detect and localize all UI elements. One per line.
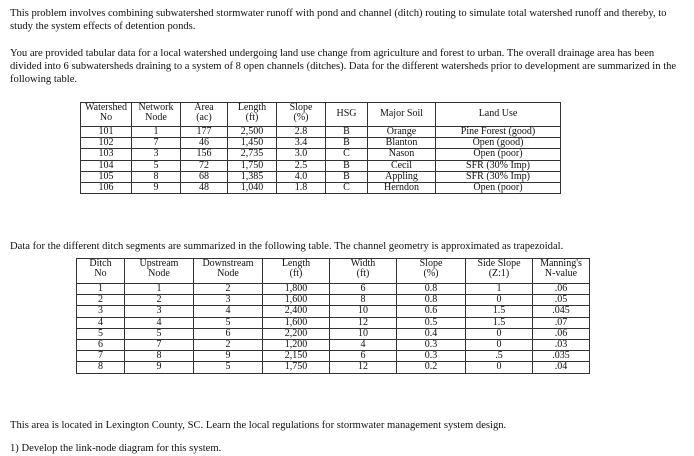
cell: 0 [466, 340, 533, 351]
table-row [81, 127, 561, 138]
table-row [77, 295, 590, 306]
cell: 6 [194, 328, 263, 339]
col-upstream-node [125, 259, 194, 284]
header-text: Width [350, 258, 376, 269]
cell: 1 [466, 284, 533, 295]
col-land-use [436, 103, 561, 127]
header-text: Watershed [85, 102, 127, 113]
cell: C [326, 149, 368, 160]
header-text: Ditch [89, 258, 112, 269]
cell: 2,400 [263, 306, 330, 317]
intro-paragraph-1: This problem involves combining subwatershed stormwater runoff with pond and channel (ditch) routing to simulate total watershed runoff and thereby, to study the system effects of detention ponds. [10, 8, 667, 32]
cell: 8 [125, 351, 194, 362]
cell: 2,200 [263, 328, 330, 339]
table-row [77, 306, 590, 317]
cell: Open (poor) [436, 183, 561, 194]
header-text: Manning's [540, 258, 582, 269]
cell: .07 [533, 317, 590, 328]
cell: Blanton [368, 138, 436, 149]
cell: 6 [330, 284, 397, 295]
cell: Nason [368, 149, 436, 160]
table-row [81, 149, 561, 160]
header-unit: No [94, 268, 107, 280]
col-side-slope [466, 259, 533, 284]
ditch-intro-paragraph: Data for the different ditch segments are summarized in the following table. The channel geometry is approximated as trapezoidal. [10, 241, 564, 252]
cell: 0.8 [397, 295, 466, 306]
cell: 68 [181, 171, 228, 182]
header-text: Network [138, 102, 174, 113]
cell: 156 [181, 149, 228, 160]
header-text: Downstream [202, 258, 254, 269]
col-width [330, 259, 397, 284]
table-row [77, 351, 590, 362]
cell: 3.0 [277, 149, 326, 160]
col-slope [277, 103, 326, 127]
cell: 106 [81, 183, 132, 194]
cell: 1,800 [263, 284, 330, 295]
table-row [77, 284, 590, 295]
cell: B [326, 171, 368, 182]
cell: .06 [533, 284, 590, 295]
cell: 9 [194, 351, 263, 362]
cell: 2.8 [277, 127, 326, 138]
header-unit: (ft) [356, 268, 370, 280]
cell: 105 [81, 171, 132, 182]
header-text: HSG [336, 108, 357, 120]
cell: 177 [181, 127, 228, 138]
cell: 5 [194, 362, 263, 373]
table-row [77, 340, 590, 351]
cell: 1 [132, 127, 181, 138]
table-row [81, 183, 561, 194]
header-unit: (%) [293, 112, 309, 124]
col-major-soil [368, 103, 436, 127]
cell: 5 [125, 328, 194, 339]
cell: .04 [533, 362, 590, 373]
cell: 4 [125, 317, 194, 328]
cell: 0.6 [397, 306, 466, 317]
header-unit: No [99, 112, 113, 124]
cell: 0.2 [397, 362, 466, 373]
cell: 8 [132, 171, 181, 182]
col-ditch-no [77, 259, 125, 284]
table-row [81, 160, 561, 171]
cell: 0.3 [397, 351, 466, 362]
cell: 10 [330, 328, 397, 339]
cell: Open (good) [436, 138, 561, 149]
header-unit: Node [217, 268, 239, 280]
header-text: Area [194, 102, 214, 113]
table-row [77, 317, 590, 328]
cell: 2,500 [228, 127, 277, 138]
cell: 2 [194, 340, 263, 351]
cell: 4 [77, 317, 125, 328]
header-unit: N-value [544, 268, 578, 280]
header-text: Side Slope [477, 258, 521, 269]
cell: Herndon [368, 183, 436, 194]
cell: 0 [466, 328, 533, 339]
cell: C [326, 183, 368, 194]
cell: 3 [194, 295, 263, 306]
cell: 1,450 [228, 138, 277, 149]
header-unit: (ac) [196, 112, 212, 124]
cell: 1,600 [263, 317, 330, 328]
header-text: Slope [419, 258, 443, 269]
cell: 0.4 [397, 328, 466, 339]
cell: 12 [330, 362, 397, 373]
cell: Open (poor) [436, 149, 561, 160]
question-1: 1) Develop the link-node diagram for this system. [10, 443, 222, 454]
header-text: Major Soil [379, 108, 424, 120]
col-slope [397, 259, 466, 284]
cell: 0 [466, 362, 533, 373]
cell: 10 [330, 306, 397, 317]
header-unit: Node [148, 268, 170, 280]
cell: 8 [77, 362, 125, 373]
header-text: Length [237, 102, 267, 113]
cell: 2,735 [228, 149, 277, 160]
cell: 1,750 [228, 160, 277, 171]
cell: B [326, 138, 368, 149]
cell: 2 [77, 295, 125, 306]
cell: 104 [81, 160, 132, 171]
cell: .06 [533, 328, 590, 339]
cell: 46 [181, 138, 228, 149]
cell: 5 [132, 160, 181, 171]
table-row [77, 328, 590, 339]
cell: 1,750 [263, 362, 330, 373]
cell: 2 [125, 295, 194, 306]
cell: 3 [125, 306, 194, 317]
cell: 1,385 [228, 171, 277, 182]
cell: 5 [194, 317, 263, 328]
cell: 2 [194, 284, 263, 295]
cell: 1,600 [263, 295, 330, 306]
col-watershed-no [81, 103, 132, 127]
col-length [263, 259, 330, 284]
table-row [81, 171, 561, 182]
cell: B [326, 160, 368, 171]
intro-paragraph-2: You are provided tabular data for a local watershed undergoing land use change from agriculture and forest to urban. The overall drainage area has been divided into 6 subwatersheds draining to a system of 8 open channels (ditches). Data for the different watersheds prior to development are summarized in the following table. [10, 48, 677, 85]
col-mannings-n [533, 259, 590, 284]
header-unit: (ft) [289, 268, 303, 280]
cell: 1.5 [466, 317, 533, 328]
cell: 0.3 [397, 340, 466, 351]
cell: SFR (30% Imp) [436, 171, 561, 182]
cell: 12 [330, 317, 397, 328]
header-unit: (%) [423, 268, 439, 280]
col-network-node [132, 103, 181, 127]
cell: 4 [194, 306, 263, 317]
cell: Orange [368, 127, 436, 138]
cell: .03 [533, 340, 590, 351]
cell: 2.5 [277, 160, 326, 171]
cell: .5 [466, 351, 533, 362]
cell: 8 [330, 295, 397, 306]
cell: 6 [77, 340, 125, 351]
header-unit: (Z:1) [488, 268, 510, 280]
cell: 1 [125, 284, 194, 295]
col-downstream-node [194, 259, 263, 284]
cell: Appling [368, 171, 436, 182]
col-area [181, 103, 228, 127]
cell: 101 [81, 127, 132, 138]
cell: 3 [77, 306, 125, 317]
cell: Pine Forest (good) [436, 127, 561, 138]
location-note: This area is located in Lexington County, SC. Learn the local regulations for stormwater management system design. [10, 420, 507, 431]
cell: 48 [181, 183, 228, 194]
col-length [228, 103, 277, 127]
cell: 103 [81, 149, 132, 160]
cell: 5 [77, 328, 125, 339]
cell: 1,040 [228, 183, 277, 194]
cell: SFR (30% Imp) [436, 160, 561, 171]
col-hsg [326, 103, 368, 127]
cell: .035 [533, 351, 590, 362]
header-text: Slope [289, 102, 313, 113]
cell: 1.8 [277, 183, 326, 194]
cell: 7 [77, 351, 125, 362]
cell: 3 [132, 149, 181, 160]
ditch-table-header-row [77, 259, 590, 284]
ditch-table [76, 258, 590, 374]
cell: 4.0 [277, 171, 326, 182]
watershed-table [80, 102, 561, 194]
header-text: Length [281, 258, 311, 269]
cell: 1,200 [263, 340, 330, 351]
cell: Cecil [368, 160, 436, 171]
cell: 0 [466, 295, 533, 306]
cell: 9 [132, 183, 181, 194]
cell: .045 [533, 306, 590, 317]
cell: .05 [533, 295, 590, 306]
header-text: Land Use [478, 108, 518, 120]
cell: 72 [181, 160, 228, 171]
cell: B [326, 127, 368, 138]
cell: 9 [125, 362, 194, 373]
table-row [81, 138, 561, 149]
cell: 1 [77, 284, 125, 295]
cell: 4 [330, 340, 397, 351]
cell: 3.4 [277, 138, 326, 149]
cell: 0.8 [397, 284, 466, 295]
header-unit: Node [145, 112, 167, 124]
header-text: Upstream [139, 258, 179, 269]
cell: 7 [132, 138, 181, 149]
cell: 0.5 [397, 317, 466, 328]
cell: 1.5 [466, 306, 533, 317]
watershed-table-header-row [81, 103, 561, 127]
cell: 6 [330, 351, 397, 362]
cell: 7 [125, 340, 194, 351]
header-unit: (ft) [245, 112, 259, 124]
table-row [77, 362, 590, 373]
cell: 2,150 [263, 351, 330, 362]
cell: 102 [81, 138, 132, 149]
